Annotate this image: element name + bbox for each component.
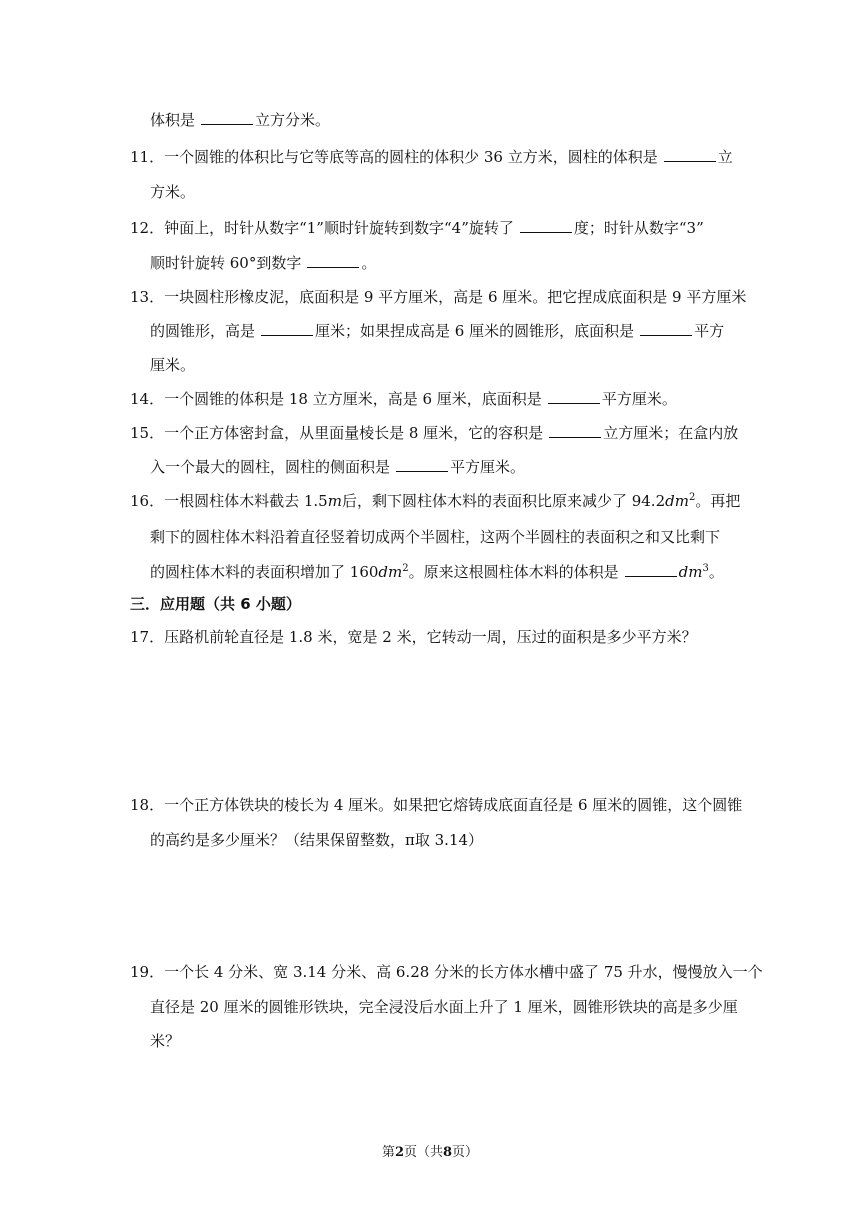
question-14: 14．一个圆锥的体积是 18 立方厘米，高是 6 厘米，底面积是 平方厘米。 [130,390,677,408]
question-17: 17．压路机前轮直径是 1.8 米，宽是 2 米，它转动一周，压过的面积是多少平方米？ [130,628,697,646]
q10-continuation: 体积是 立方分米。 [150,111,331,129]
question-number: 12． [130,219,165,237]
answer-blank[interactable] [625,564,677,577]
answer-blank[interactable] [520,220,572,233]
question-number: 18． [130,796,165,814]
page-footer: 第2页（共8页） [381,1145,479,1160]
question-number: 17． [130,628,165,646]
question-16: 16．一根圆柱体木料截去 1.5m后，剩下圆柱体木料的表面积比原来减少了 $94.2dm^2$。再把 [130,492,741,510]
question-15-line2: 入一个最大的圆柱，圆柱的侧面积是 平方厘米。 [150,458,526,476]
answer-blank[interactable] [261,323,313,336]
question-19: 19．一个长 4 分米、宽 3.14 分米、高 6.28 分米的长方体水槽中盛了 75 升水，慢慢放入一个 [130,963,763,981]
question-13-line2: 的圆锥形，高是 厘米；如果捏成高是 6 厘米的圆锥形，底面积是 平方 [150,322,725,340]
question-16-line3: 的圆柱体木料的表面积增加了 $160dm^2$。原来这根圆柱体木料的体积是 $dm^3$。 [150,563,724,581]
question-13: 13．一块圆柱形橡皮泥，底面积是 9 平方厘米，高是 6 厘米。把它捏成底面积是 9 平方厘米 [130,288,747,306]
question-12-line2: 顺时针旋转 60°到数字 。 [150,254,377,272]
question-number: 16． [130,492,165,510]
question-11-line2: 方米。 [150,183,196,201]
section-heading: 三．应用题（共 6 小题） [130,595,301,613]
page-number: 2 [394,1145,404,1160]
answer-blank[interactable] [640,323,692,336]
question-13-line3: 厘米。 [150,356,196,374]
question-number: 11． [130,148,165,166]
question-19-line2: 直径是 20 厘米的圆锥形铁块，完全浸没后水面上升了 1 厘米，圆锥形铁块的高是多少厘 [150,998,738,1016]
question-11: 11．一个圆锥的体积比与它等底等高的圆柱的体积少 36 立方米，圆柱的体积是 立 [130,148,733,166]
question-16-line2: 剩下的圆柱体木料沿着直径竖着切成两个半圆柱，这两个半圆柱的表面积之和又比剩下 [150,528,721,546]
question-number: 14． [130,390,165,408]
question-number: 15． [130,424,165,442]
answer-blank[interactable] [664,149,716,162]
question-18-line2: 的高约是多少厘米？（结果保留整数，π取 3.14） [150,831,484,849]
answer-blank[interactable] [549,425,601,438]
question-15: 15．一个正方体密封盒，从里面量棱长是 8 厘米，它的容积是 立方厘米；在盒内放 [130,424,739,442]
answer-blank[interactable] [201,112,253,125]
question-number: 13． [130,288,165,306]
question-19-line3: 米？ [150,1032,181,1050]
page-total: 8 [443,1145,453,1160]
question-number: 19． [130,963,165,981]
question-18: 18．一个正方体铁块的棱长为 4 厘米。如果把它熔铸成底面直径是 6 厘米的圆锥，这个圆锥 [130,796,743,814]
question-12: 12．钟面上，时针从数字“1”顺时针旋转到数字“4”旋转了 度；时针从数字“3” [130,219,704,237]
answer-blank[interactable] [548,391,600,404]
answer-blank[interactable] [396,459,448,472]
answer-blank[interactable] [307,255,359,268]
